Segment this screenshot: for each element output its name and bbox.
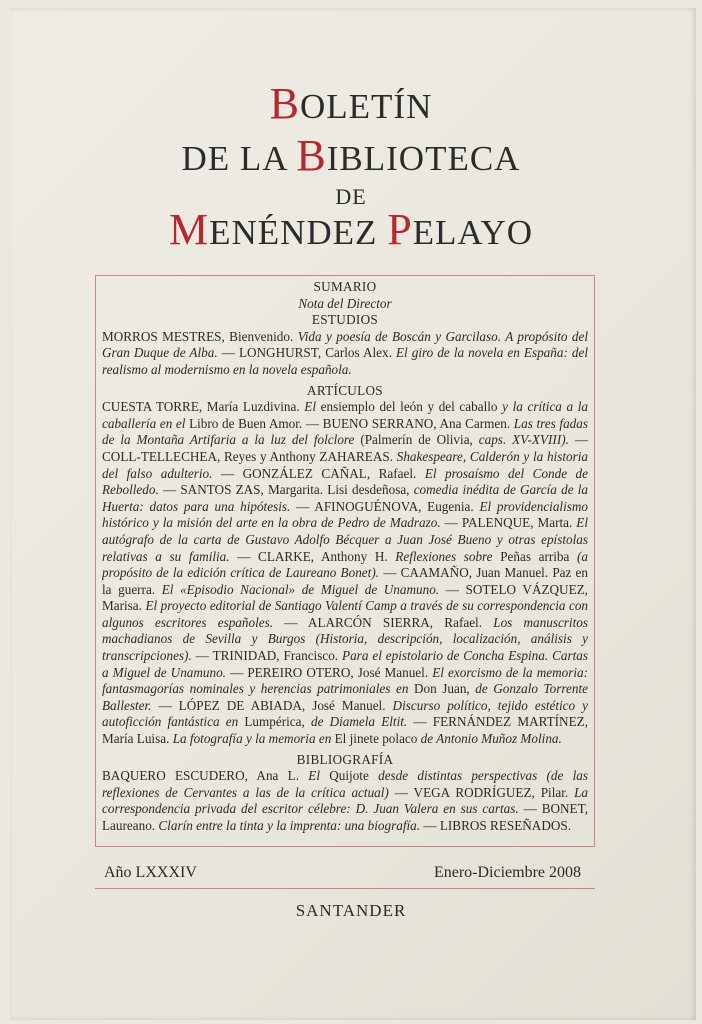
- title-initial-b: B: [296, 131, 327, 180]
- sumario-heading: SUMARIO: [313, 279, 377, 294]
- entry-title: El autógrafo de la carta de Gustavo Adolfo Bécquer a Juan José Bueno y otras epístolas relativas a su familia.: [102, 515, 588, 564]
- title-line-menendez-pelayo: [0, 204, 702, 255]
- title-initial-p: P: [387, 205, 413, 254]
- bibliografia-heading: BIBLIOGRAFÍA: [296, 751, 394, 767]
- entry-author: Quijote: [320, 768, 379, 784]
- bibliografia-entries: [102, 768, 588, 834]
- entry-author: — PALENQUE, Marta.: [440, 515, 577, 531]
- entry-title: Los manuscritos machadianos de Sevilla y Burgos (Historia, descripción, localización, análisis y transcripciones).: [102, 614, 588, 664]
- entry-author: — CAAMAÑO, Juan Manuel. Paz en la guerra.: [102, 565, 588, 597]
- entry-title: Clarín entre la tinta y la imprenta: una biografía.: [158, 818, 421, 833]
- entry-author: — LONGHURST, Carlos Alex.: [221, 345, 392, 361]
- table-of-contents: [102, 279, 588, 843]
- entry-author: — SANTOS ZAS, Margarita. Lisi desdeñosa,: [158, 482, 414, 498]
- entry-title: El providencialismo histórico y la misión del arte en la obra de Pedro de Madrazo.: [102, 498, 588, 531]
- entry-title: La fotografía y la memoria en: [172, 731, 332, 747]
- entry-author: ensiemplo del león y del caballo: [316, 399, 503, 415]
- articulos-entries: [102, 399, 588, 747]
- title-initial-m: M: [168, 205, 210, 254]
- estudios-heading: ESTUDIOS: [311, 312, 379, 328]
- entry-author: — SOTELO VÁZQUEZ, Marisa.: [102, 581, 588, 614]
- entry-title: y la crítica a la caballería en el: [102, 399, 588, 431]
- year-label: Año LXXXIV: [104, 864, 197, 881]
- articulos-heading: ARTÍCULOS: [307, 382, 383, 398]
- entry-author: Don Juan,: [408, 681, 476, 697]
- entry-title: desde distintas perspectivas (de las reflexiones de Cervantes a las de la crítica actual): [102, 768, 588, 800]
- entry-author: — TRINIDAD, Francisco.: [191, 648, 343, 664]
- entry-title: comedia inédita de García de la Huerta: datos para una hipótesis.: [102, 482, 588, 514]
- entry-author: El jinete polaco: [331, 731, 421, 747]
- entry-author: — CLARKE, Anthony H.: [229, 548, 396, 564]
- title-initial-b: B: [269, 79, 300, 128]
- title-text: IBLIOTECA: [326, 139, 521, 178]
- entry-author: Libro de Buen Amor. — BUENO SERRANO, Ana Carmen.: [185, 415, 514, 431]
- city-label: SANTANDER: [295, 901, 407, 920]
- entry-title: Discurso político, tejido estético y autoficción fantástica en: [102, 697, 588, 730]
- footer-rule: [95, 888, 595, 889]
- entry-title: de Antonio Muñoz Molina.: [420, 731, 562, 747]
- entry-title: Vida y poesía de Boscán y Garcilaso. A propósito del Gran Duque de Alba.: [102, 328, 588, 361]
- entry-title: El: [308, 768, 321, 784]
- entry-title: de Diamela Eltit.: [310, 714, 408, 730]
- entry-title: (a propósito de la edición crítica de Laureano Bonet).: [102, 548, 588, 581]
- entry-author: BAQUERO ESCUDERO, Ana L.: [102, 768, 309, 784]
- title-text: DE LA: [181, 139, 297, 178]
- entry-title: El «Episodio Nacional» de Miguel de Unamuno.: [161, 581, 440, 597]
- entry-author: MORROS MESTRES, Bienvenido.: [102, 328, 294, 344]
- entry-author: — ALARCÓN SIERRA, Rafael.: [273, 614, 494, 630]
- entry-title: La correspondencia privada del escritor célebre: D. Juan Valera en sus cartas.: [102, 784, 588, 817]
- title-text: ELAYO: [412, 213, 534, 252]
- entry-title: de Gonzalo Torrente Ballester.: [102, 681, 588, 713]
- title-text: DE: [335, 184, 367, 209]
- entry-author: — COLL-TELLECHEA, Reyes y Anthony ZAHAREAS.: [102, 432, 588, 464]
- entry-title: Shakespeare, Calderón y la historia del falso adulterio.: [102, 448, 588, 481]
- title-text: ENÉNDEZ: [209, 213, 388, 252]
- entry-author: Lumpérica,: [238, 714, 311, 730]
- entry-author: — FERNÁNDEZ MARTÍNEZ, María Luisa.: [102, 714, 588, 747]
- title-line-biblioteca: [0, 130, 702, 181]
- estudios-entries: [102, 329, 588, 379]
- entry-author: CUESTA TORRE, María Luzdivina.: [102, 399, 305, 415]
- entry-title: El: [304, 399, 316, 415]
- entry-author: — LÓPEZ DE ABIADA, José Manuel.: [151, 697, 393, 713]
- entry-author: — PEREIRO OTERO, José Manuel.: [225, 664, 433, 680]
- title-line-boletin: [0, 78, 702, 129]
- entry-author: — LIBROS RESEÑADOS.: [420, 818, 572, 833]
- entry-author: — AFINOGUÉNOVA, Eugenia.: [290, 498, 480, 514]
- entry-title: Reflexiones sobre: [395, 548, 493, 564]
- entry-title: Las tres fadas de la Montaña Artifaria a la luz del folclore: [102, 415, 588, 448]
- entry-author: — GONZÁLEZ CAÑAL, Rafael.: [212, 465, 425, 481]
- title-text: OLETÍN: [300, 87, 433, 126]
- entry-title: Para el epistolario de Concha Espina. Cartas a Miguel de Unamuno.: [102, 648, 588, 680]
- entry-title: El giro de la novela en España: del realismo al modernismo en la novela española.: [102, 345, 588, 377]
- entry-title: El exorcismo de la memoria: fantasmagorías nominales y herencias patrimoniales en: [102, 664, 588, 697]
- entry-author: — VEGA RODRÍGUEZ, Pilar.: [388, 784, 575, 800]
- entry-title: El proyecto editorial de Santiago Valentí Camp a través de su correspondencia con algunos escritores españoles.: [102, 598, 588, 630]
- entry-author: — BONET, Laureano.: [102, 801, 588, 833]
- date-label: Enero-Diciembre 2008: [433, 864, 581, 881]
- nota-del-director: Nota del Director: [298, 295, 392, 311]
- entry-author: (Palmerín de Olivia,: [354, 432, 479, 448]
- entry-author: Peñas arriba: [492, 548, 577, 564]
- entry-title: El prosaísmo del Conde de Rebolledo.: [102, 465, 588, 498]
- entry-title: caps. XV-XVIII).: [478, 432, 569, 448]
